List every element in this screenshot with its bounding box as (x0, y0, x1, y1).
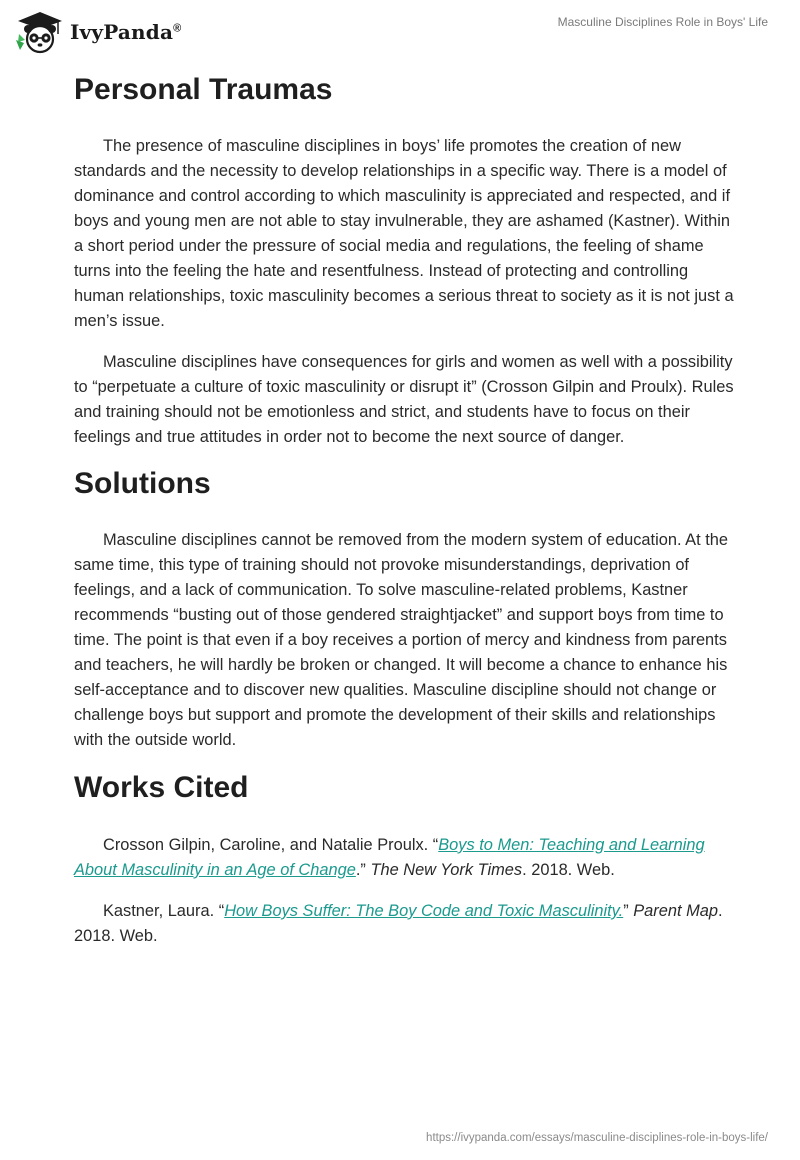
section-solutions (74, 464, 734, 753)
page-header (0, 0, 800, 66)
citation-link[interactable]: How Boys Suffer: The Boy Code and Toxic Masculinity. (224, 902, 624, 920)
citation-source: Parent Map (633, 902, 718, 920)
essay-body (74, 70, 734, 949)
footer-url[interactable]: https://ivypanda.com/essays/masculine-disciplines-role-in-boys-life/ (426, 1132, 768, 1144)
citation-source: The New York Times (370, 861, 523, 879)
paragraph: The presence of masculine disciplines in boys’ life promotes the creation of new standards and the necessity to develop relationships in a specific way. There is a model of dominance and control according to which masculinity is appreciated and respected, and if boys and young men are not able to stay invulnerable, they are ashamed (Kastner). Within a short period under the pressure of social media and regulations, the feeling of shame turns into the feeling the hate and resentfulness. Instead of protecting and controlling human relationships, toxic masculinity becomes a serious threat to society as it is not just a men’s issue. (74, 137, 734, 330)
section-heading: Solutions (74, 467, 211, 500)
paragraph: Masculine disciplines have consequences for girls and women as well with a possibility to “perpetuate a culture of toxic masculinity or disrupt it” (Crosson Gilpin and Proulx). Rules and training should not be emotionless and strict, and students have to focus on their feelings and true attitudes in order not to become the next source of danger. (74, 353, 734, 446)
paragraph: Masculine disciplines cannot be removed from the modern system of education. At the same time, this type of training should not provoke misunderstandings, deprivation of feelings, and a lack of communication. To solve masculine-related problems, Kastner recommends “busting out of those gendered straightjacket” and support boys from time to time. The point is that even if a boy receives a portion of mercy and kindness from parents and teachers, he will hardly be broken or changed. It will become a chance to enhance his self-acceptance and to discover new qualities. Masculine discipline should not change or challenge boys but support and promote the development of their skills and relationships with the outside world. (74, 531, 728, 749)
logo-text: IvyPanda® (70, 20, 182, 44)
document-title: Masculine Disciplines Role in Boys' Life (557, 15, 768, 29)
panda-graduate-icon (14, 10, 66, 54)
section-heading: Works Cited (74, 771, 249, 804)
citation: Kastner, Laura. “How Boys Suffer: The Boy Code and Toxic Masculinity.” Parent Map. 2018. Web. (74, 902, 723, 945)
citation: Crosson Gilpin, Caroline, and Natalie Proulx. “Boys to Men: Teaching and Learning About Masculinity in an Age of Change.” The New York Times. 2018. Web. (74, 836, 705, 879)
section-personal-traumas (74, 70, 734, 450)
logo[interactable] (14, 10, 181, 54)
section-heading: Personal Traumas (74, 73, 333, 106)
section-works-cited (74, 768, 734, 949)
citation-link[interactable]: Boys to Men: Teaching and Learning About Masculinity in an Age of Change (74, 836, 705, 879)
